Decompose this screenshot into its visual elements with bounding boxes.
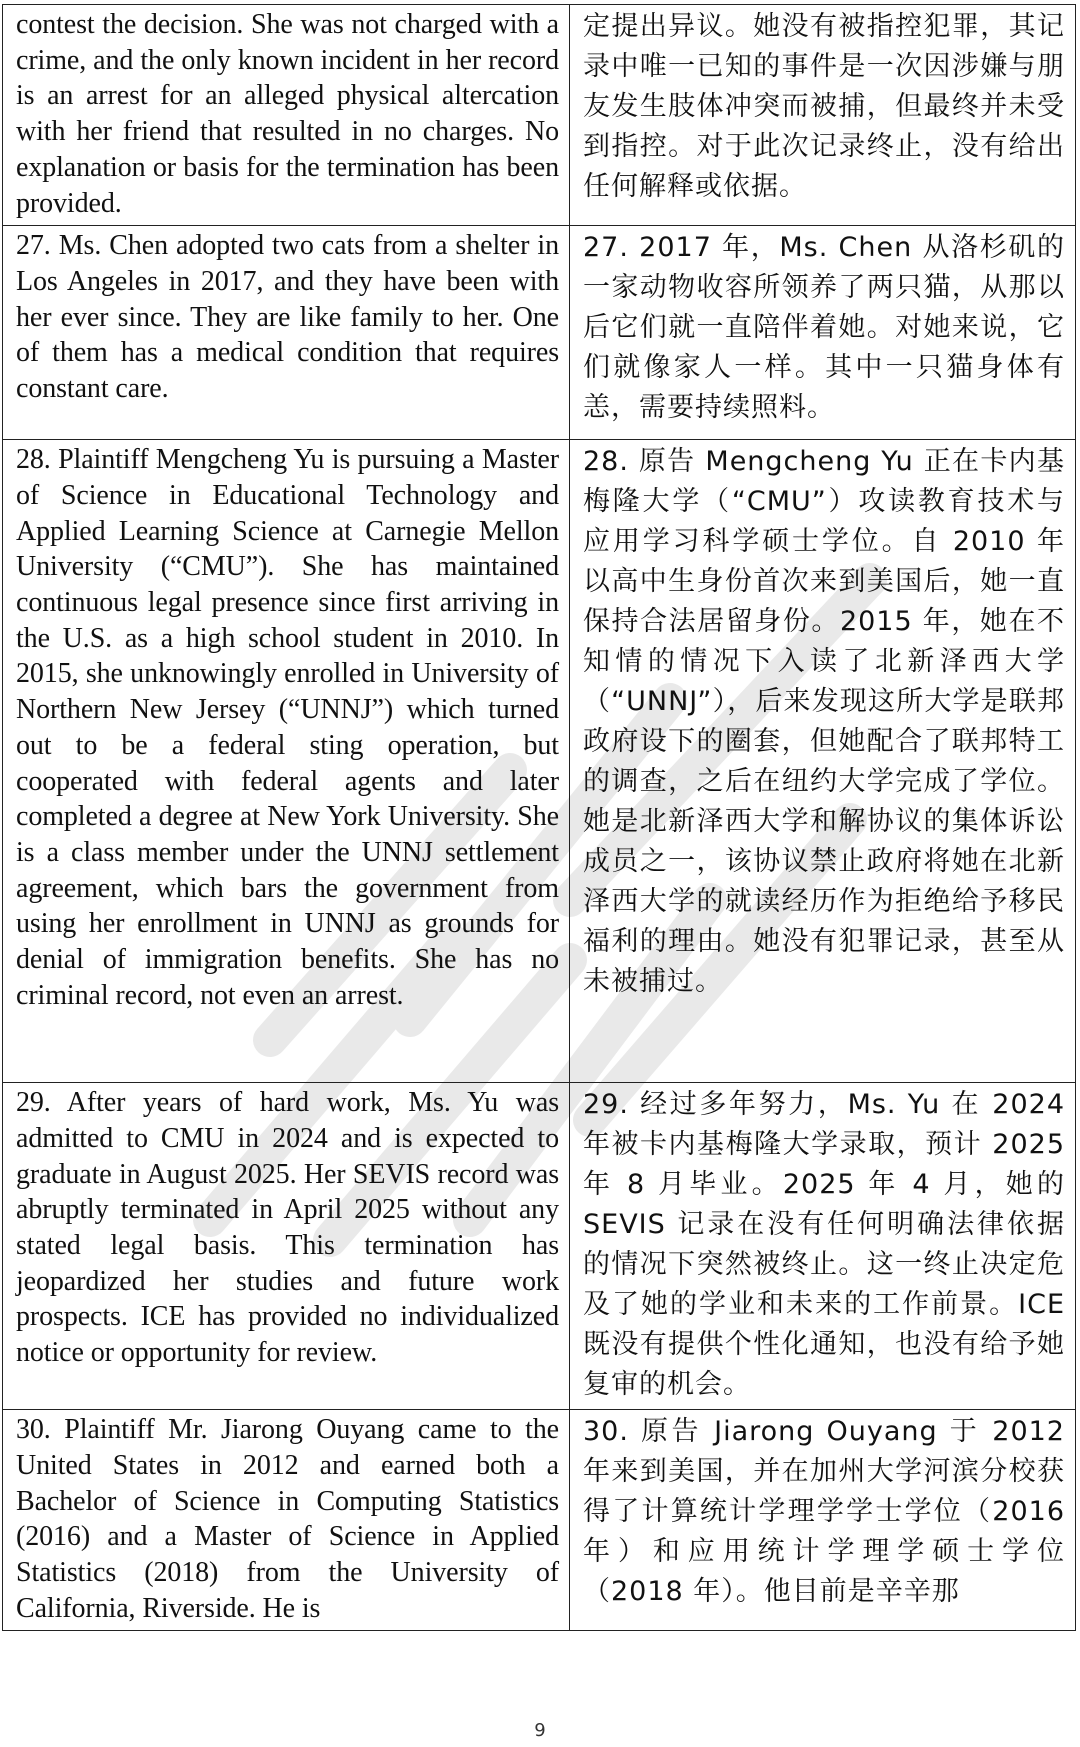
english-cell: 27. Ms. Chen adopted two cats from a shelter in Los Angeles in 2017, and they have been with her ever since. They are like family to her. One of them has a medical condition that requires constant care. — [3, 226, 570, 440]
chinese-cell: 27. 2017 年，Ms. Chen 从洛杉矶的一家动物收容所领养了两只猫，从那以后它们就一直陪伴着她。对她来说，它们就像家人一样。其中一只猫身体有恙，需要持续照料。 — [570, 226, 1076, 440]
table-row — [3, 440, 1076, 1083]
table-row — [3, 5, 1076, 226]
page-number: 9 — [534, 1720, 546, 1741]
table-row — [3, 1410, 1076, 1631]
bilingual-translation-table — [2, 4, 1076, 1631]
chinese-cell: 28. 原告 Mengcheng Yu 正在卡内基梅隆大学（“CMU”）攻读教育技术与应用学习科学硕士学位。自 2010 年以高中生身份首次来到美国后，她一直保持合法居留身份。2015 年，她在不知情的情况下入读了北新泽西大学（“UNNJ”），后来发现这所大学是联邦政府设下的圈套，但她配合了联邦特工的调查，之后在纽约大学完成了学位。她是北新泽西大学和解协议的集体诉讼成员之一，该协议禁止政府将她在北新泽西大学的就读经历作为拒绝给予移民福利的理由。她没有犯罪记录，甚至从未被捕过。 — [570, 440, 1076, 1083]
english-cell: 29. After years of hard work, Ms. Yu was admitted to CMU in 2024 and is expected to graduate in August 2025. Her SEVIS record was abruptly terminated in April 2025 without any stated legal basis. This termination has jeopardized her studies and future work prospects. ICE has provided no individualized notice or opportunity for review. — [3, 1083, 570, 1410]
english-cell: 30. Plaintiff Mr. Jiarong Ouyang came to the United States in 2012 and earned both a Bachelor of Science in Computing Statistics (2016) and a Master of Science in Applied Statistics (2018) from the University of California, Riverside. He is — [3, 1410, 570, 1631]
table-row — [3, 226, 1076, 440]
chinese-cell: 30. 原告 Jiarong Ouyang 于 2012 年来到美国，并在加州大学河滨分校获得了计算统计学理学学士学位（2016 年）和应用统计学理学硕士学位（2018 年）。他目前是辛辛那 — [570, 1410, 1076, 1631]
chinese-cell: 29. 经过多年努力，Ms. Yu 在 2024 年被卡内基梅隆大学录取，预计 2025 年 8 月毕业。2025 年 4 月，她的 SEVIS 记录在没有任何明确法律依据的情况下突然被终止。这一终止决定危及了她的学业和未来的工作前景。ICE 既没有提供个性化通知，也没有给予她复审的机会。 — [570, 1083, 1076, 1410]
english-cell: 28. Plaintiff Mengcheng Yu is pursuing a Master of Science in Educational Technology and Applied Learning Science at Carnegie Mellon University (“CMU”). She has maintained continuous legal presence since first arriving in the U.S. as a high school student in 2010. In 2015, she unknowingly enrolled in University of Northern New Jersey (“UNNJ”) which turned out to be a federal sting operation, but cooperated with federal agents and later completed a degree at New York University. She is a class member under the UNNJ settlement agreement, which bars the government from using her enrollment in UNNJ as grounds for denial of immigration benefits. She has no criminal record, not even an arrest. — [3, 440, 570, 1083]
chinese-cell: 定提出异议。她没有被指控犯罪，其记录中唯一已知的事件是一次因涉嫌与朋友发生肢体冲突而被捕，但最终并未受到指控。对于此次记录终止，没有给出任何解释或依据。 — [570, 5, 1076, 226]
english-cell: contest the decision. She was not charged with a crime, and the only known incident in her record is an arrest for an alleged physical altercation with her friend that resulted in no charges. No explanation or basis for the termination has been provided. — [3, 5, 570, 226]
table-row — [3, 1083, 1076, 1410]
